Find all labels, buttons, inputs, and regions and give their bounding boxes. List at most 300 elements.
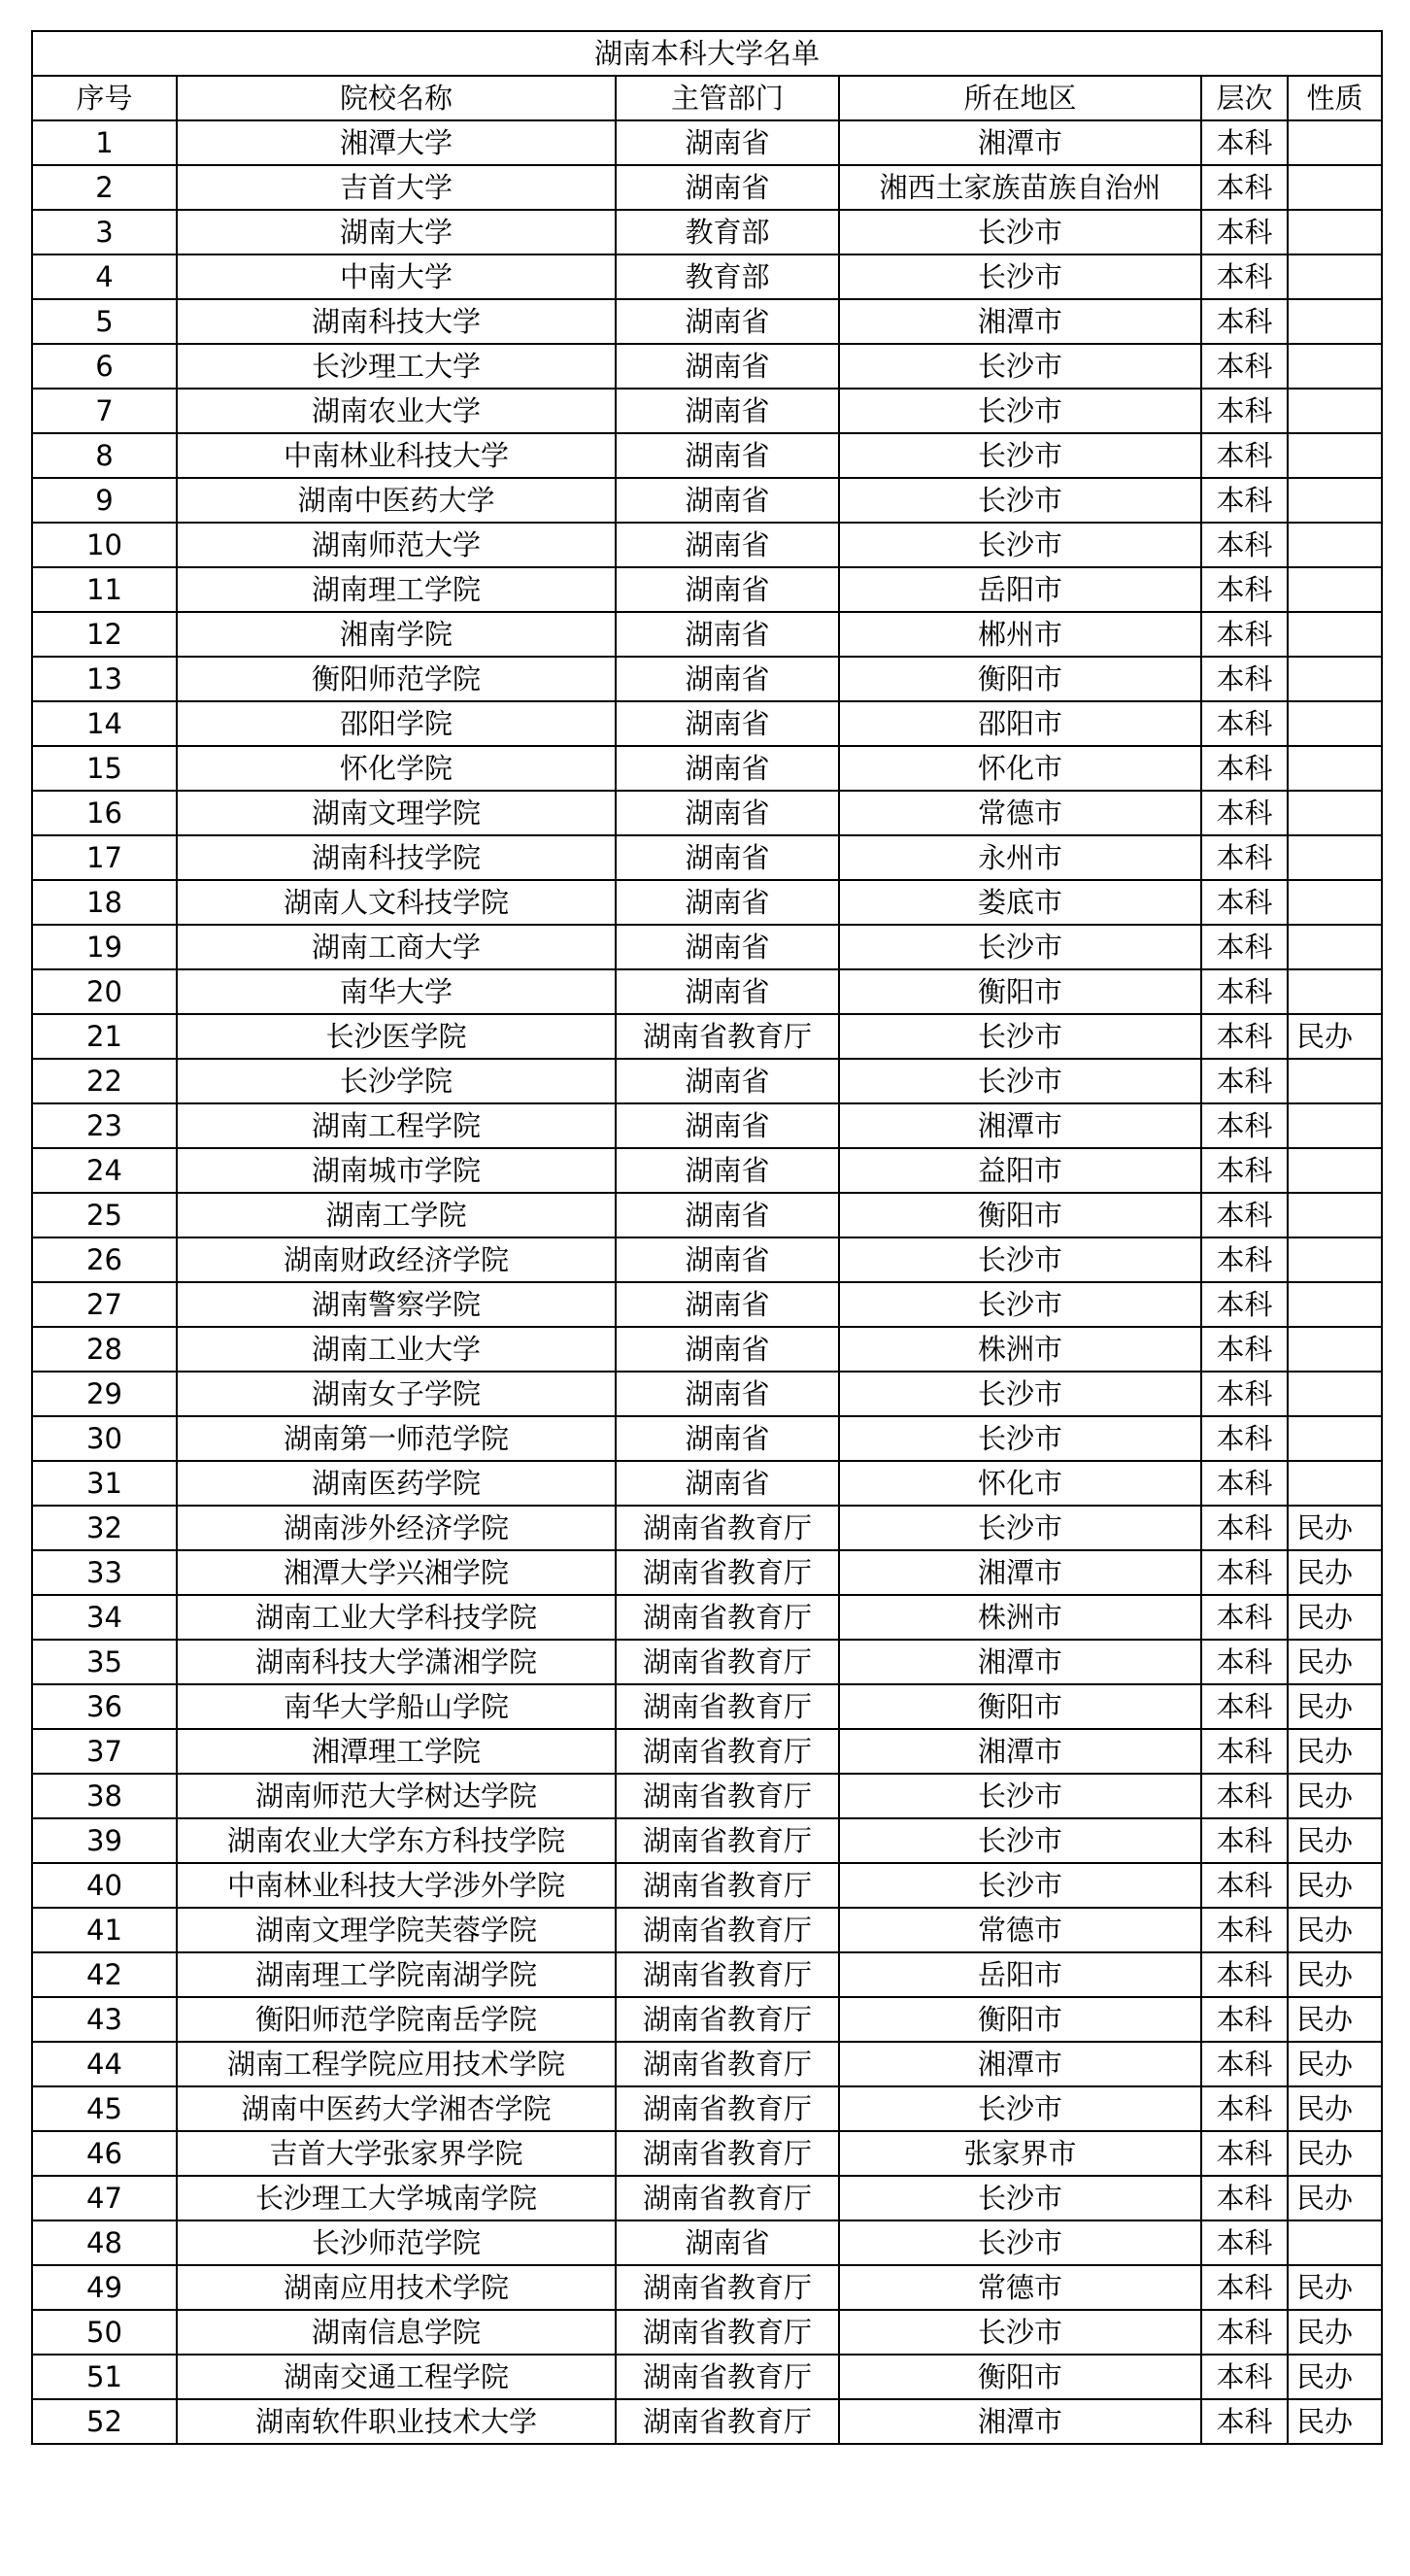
cell-authority: 湖南省教育厅 [616, 1595, 839, 1640]
cell-index: 47 [32, 2176, 177, 2220]
cell-name: 湖南工程学院应用技术学院 [177, 2042, 616, 2086]
cell-region: 衡阳市 [839, 969, 1201, 1014]
cell-index: 7 [32, 389, 177, 433]
table-row [32, 1863, 1382, 1908]
cell-authority: 湖南省 [616, 1103, 839, 1148]
cell-name: 湖南工业大学科技学院 [177, 1595, 616, 1640]
cell-region: 湘潭市 [839, 120, 1201, 165]
cell-index: 37 [32, 1729, 177, 1774]
cell-level: 本科 [1201, 1148, 1288, 1193]
cell-authority: 湖南省教育厅 [616, 2131, 839, 2176]
cell-region: 长沙市 [839, 1237, 1201, 1282]
cell-name: 湖南工商大学 [177, 925, 616, 969]
cell-level: 本科 [1201, 523, 1288, 567]
cell-region: 湘潭市 [839, 2042, 1201, 2086]
header-row [32, 76, 1382, 120]
cell-kind: 民办 [1288, 1952, 1382, 1997]
cell-authority: 湖南省 [616, 523, 839, 567]
cell-index: 40 [32, 1863, 177, 1908]
cell-region: 长沙市 [839, 523, 1201, 567]
cell-kind: 民办 [1288, 1774, 1382, 1818]
cell-region: 衡阳市 [839, 1997, 1201, 2042]
cell-kind [1288, 1103, 1382, 1148]
cell-authority: 湖南省 [616, 344, 839, 389]
cell-kind [1288, 657, 1382, 701]
cell-region: 湘潭市 [839, 2399, 1201, 2444]
cell-level: 本科 [1201, 1908, 1288, 1952]
cell-level: 本科 [1201, 1014, 1288, 1059]
table-row [32, 1729, 1382, 1774]
cell-index: 39 [32, 1818, 177, 1863]
cell-authority: 湖南省教育厅 [616, 1506, 839, 1550]
cell-index: 13 [32, 657, 177, 701]
cell-region: 永州市 [839, 835, 1201, 880]
table-row [32, 2265, 1382, 2310]
cell-authority: 湖南省 [616, 433, 839, 478]
cell-index: 27 [32, 1282, 177, 1327]
cell-level: 本科 [1201, 1461, 1288, 1506]
table-row [32, 1997, 1382, 2042]
cell-kind [1288, 612, 1382, 657]
cell-authority: 湖南省教育厅 [616, 1640, 839, 1684]
cell-region: 长沙市 [839, 344, 1201, 389]
cell-index: 22 [32, 1059, 177, 1103]
cell-region: 邵阳市 [839, 701, 1201, 746]
table-row [32, 389, 1382, 433]
cell-level: 本科 [1201, 1640, 1288, 1684]
cell-kind: 民办 [1288, 2399, 1382, 2444]
cell-authority: 湖南省 [616, 478, 839, 523]
table-row [32, 2310, 1382, 2355]
cell-name: 湘潭大学兴湘学院 [177, 1550, 616, 1595]
cell-index: 38 [32, 1774, 177, 1818]
cell-name: 湘南学院 [177, 612, 616, 657]
table-row [32, 478, 1382, 523]
table-row [32, 1237, 1382, 1282]
cell-index: 43 [32, 1997, 177, 2042]
cell-level: 本科 [1201, 2310, 1288, 2355]
cell-kind [1288, 389, 1382, 433]
cell-kind [1288, 344, 1382, 389]
cell-region: 益阳市 [839, 1148, 1201, 1193]
table-row [32, 2131, 1382, 2176]
header-cell-region: 所在地区 [839, 76, 1201, 120]
cell-region: 张家界市 [839, 2131, 1201, 2176]
cell-region: 株洲市 [839, 1327, 1201, 1372]
cell-authority: 湖南省教育厅 [616, 1908, 839, 1952]
cell-region: 长沙市 [839, 1372, 1201, 1416]
table-row [32, 165, 1382, 210]
cell-level: 本科 [1201, 1237, 1288, 1282]
cell-level: 本科 [1201, 2176, 1288, 2220]
cell-kind [1288, 210, 1382, 254]
cell-index: 46 [32, 2131, 177, 2176]
cell-level: 本科 [1201, 254, 1288, 299]
table-row [32, 567, 1382, 612]
cell-kind: 民办 [1288, 1729, 1382, 1774]
table-row [32, 880, 1382, 925]
cell-level: 本科 [1201, 389, 1288, 433]
cell-index: 36 [32, 1684, 177, 1729]
cell-level: 本科 [1201, 1416, 1288, 1461]
cell-index: 48 [32, 2220, 177, 2265]
cell-authority: 湖南省教育厅 [616, 2176, 839, 2220]
cell-region: 长沙市 [839, 1863, 1201, 1908]
cell-kind [1288, 1059, 1382, 1103]
cell-level: 本科 [1201, 1193, 1288, 1237]
cell-name: 湖南第一师范学院 [177, 1416, 616, 1461]
cell-index: 49 [32, 2265, 177, 2310]
cell-level: 本科 [1201, 2220, 1288, 2265]
cell-authority: 湖南省 [616, 969, 839, 1014]
cell-authority: 湖南省 [616, 2220, 839, 2265]
cell-authority: 湖南省 [616, 567, 839, 612]
cell-index: 45 [32, 2086, 177, 2131]
cell-level: 本科 [1201, 925, 1288, 969]
cell-index: 42 [32, 1952, 177, 1997]
table-row [32, 1595, 1382, 1640]
cell-name: 湖南城市学院 [177, 1148, 616, 1193]
cell-name: 湖南工程学院 [177, 1103, 616, 1148]
cell-authority: 湖南省 [616, 165, 839, 210]
cell-name: 湖南文理学院 [177, 791, 616, 835]
cell-kind: 民办 [1288, 2131, 1382, 2176]
cell-level: 本科 [1201, 1818, 1288, 1863]
cell-region: 岳阳市 [839, 567, 1201, 612]
table-row [32, 835, 1382, 880]
cell-kind [1288, 925, 1382, 969]
cell-name: 湖南科技学院 [177, 835, 616, 880]
cell-name: 长沙医学院 [177, 1014, 616, 1059]
cell-name: 湖南应用技术学院 [177, 2265, 616, 2310]
cell-name: 长沙学院 [177, 1059, 616, 1103]
table-row [32, 344, 1382, 389]
cell-kind [1288, 1461, 1382, 1506]
cell-index: 34 [32, 1595, 177, 1640]
table-row [32, 1327, 1382, 1372]
cell-kind: 民办 [1288, 1684, 1382, 1729]
cell-level: 本科 [1201, 1103, 1288, 1148]
cell-name: 湖南软件职业技术大学 [177, 2399, 616, 2444]
cell-index: 5 [32, 299, 177, 344]
cell-level: 本科 [1201, 835, 1288, 880]
cell-level: 本科 [1201, 210, 1288, 254]
cell-kind [1288, 1327, 1382, 1372]
table-row [32, 1818, 1382, 1863]
cell-name: 湖南警察学院 [177, 1282, 616, 1327]
cell-region: 长沙市 [839, 1818, 1201, 1863]
table-row [32, 1640, 1382, 1684]
cell-level: 本科 [1201, 2042, 1288, 2086]
cell-region: 衡阳市 [839, 2355, 1201, 2399]
table-row [32, 2220, 1382, 2265]
cell-level: 本科 [1201, 1863, 1288, 1908]
cell-authority: 教育部 [616, 254, 839, 299]
table-row [32, 969, 1382, 1014]
university-list-table [31, 30, 1383, 2445]
cell-kind [1288, 567, 1382, 612]
cell-region: 长沙市 [839, 478, 1201, 523]
cell-level: 本科 [1201, 1774, 1288, 1818]
cell-region: 株洲市 [839, 1595, 1201, 1640]
cell-region: 怀化市 [839, 746, 1201, 791]
cell-region: 长沙市 [839, 1416, 1201, 1461]
table-row [32, 433, 1382, 478]
cell-region: 衡阳市 [839, 657, 1201, 701]
cell-authority: 湖南省 [616, 1148, 839, 1193]
cell-kind: 民办 [1288, 1595, 1382, 1640]
cell-region: 长沙市 [839, 1506, 1201, 1550]
cell-level: 本科 [1201, 1997, 1288, 2042]
cell-authority: 湖南省 [616, 120, 839, 165]
cell-index: 29 [32, 1372, 177, 1416]
header-cell-name: 院校名称 [177, 76, 616, 120]
cell-level: 本科 [1201, 746, 1288, 791]
cell-kind [1288, 1193, 1382, 1237]
cell-authority: 湖南省教育厅 [616, 1952, 839, 1997]
table-row [32, 254, 1382, 299]
cell-kind [1288, 701, 1382, 746]
cell-level: 本科 [1201, 2131, 1288, 2176]
cell-kind: 民办 [1288, 2086, 1382, 2131]
cell-kind [1288, 1148, 1382, 1193]
cell-level: 本科 [1201, 612, 1288, 657]
cell-name: 湖南涉外经济学院 [177, 1506, 616, 1550]
cell-index: 10 [32, 523, 177, 567]
table-row [32, 1952, 1382, 1997]
cell-level: 本科 [1201, 1282, 1288, 1327]
cell-index: 21 [32, 1014, 177, 1059]
cell-region: 长沙市 [839, 925, 1201, 969]
cell-index: 4 [32, 254, 177, 299]
cell-name: 湘潭理工学院 [177, 1729, 616, 1774]
cell-index: 23 [32, 1103, 177, 1148]
cell-kind: 民办 [1288, 1506, 1382, 1550]
table-row [32, 120, 1382, 165]
header-cell-level: 层次 [1201, 76, 1288, 120]
title-row [32, 31, 1382, 76]
table-row [32, 1103, 1382, 1148]
cell-name: 长沙师范学院 [177, 2220, 616, 2265]
cell-region: 湘潭市 [839, 1550, 1201, 1595]
cell-region: 长沙市 [839, 2220, 1201, 2265]
cell-authority: 湖南省 [616, 1327, 839, 1372]
cell-name: 湖南交通工程学院 [177, 2355, 616, 2399]
cell-level: 本科 [1201, 567, 1288, 612]
cell-region: 衡阳市 [839, 1684, 1201, 1729]
cell-name: 南华大学船山学院 [177, 1684, 616, 1729]
table-title: 湖南本科大学名单 [32, 31, 1382, 76]
cell-authority: 湖南省教育厅 [616, 1863, 839, 1908]
cell-region: 长沙市 [839, 1014, 1201, 1059]
cell-kind [1288, 1237, 1382, 1282]
cell-name: 湖南文理学院芙蓉学院 [177, 1908, 616, 1952]
table-row [32, 1372, 1382, 1416]
cell-index: 3 [32, 210, 177, 254]
cell-level: 本科 [1201, 791, 1288, 835]
cell-region: 常德市 [839, 1908, 1201, 1952]
table-row [32, 2399, 1382, 2444]
cell-level: 本科 [1201, 120, 1288, 165]
cell-kind: 民办 [1288, 1818, 1382, 1863]
cell-kind: 民办 [1288, 2176, 1382, 2220]
table-row [32, 1416, 1382, 1461]
cell-name: 湖南中医药大学湘杏学院 [177, 2086, 616, 2131]
cell-level: 本科 [1201, 2399, 1288, 2444]
cell-level: 本科 [1201, 969, 1288, 1014]
cell-index: 51 [32, 2355, 177, 2399]
cell-region: 长沙市 [839, 2310, 1201, 2355]
cell-authority: 湖南省 [616, 880, 839, 925]
cell-authority: 湖南省教育厅 [616, 2310, 839, 2355]
cell-region: 郴州市 [839, 612, 1201, 657]
table-row [32, 1908, 1382, 1952]
cell-index: 20 [32, 969, 177, 1014]
cell-index: 8 [32, 433, 177, 478]
cell-authority: 湖南省教育厅 [616, 2086, 839, 2131]
cell-region: 湘潭市 [839, 1729, 1201, 1774]
cell-name: 湖南师范大学树达学院 [177, 1774, 616, 1818]
cell-index: 2 [32, 165, 177, 210]
cell-index: 19 [32, 925, 177, 969]
cell-level: 本科 [1201, 1506, 1288, 1550]
cell-name: 邵阳学院 [177, 701, 616, 746]
cell-level: 本科 [1201, 344, 1288, 389]
cell-region: 长沙市 [839, 1282, 1201, 1327]
table-row [32, 701, 1382, 746]
cell-name: 南华大学 [177, 969, 616, 1014]
table-row [32, 1193, 1382, 1237]
cell-index: 15 [32, 746, 177, 791]
cell-region: 长沙市 [839, 254, 1201, 299]
cell-region: 湘潭市 [839, 1103, 1201, 1148]
cell-kind [1288, 523, 1382, 567]
table-row [32, 1059, 1382, 1103]
cell-authority: 湖南省教育厅 [616, 2399, 839, 2444]
cell-name: 湖南人文科技学院 [177, 880, 616, 925]
cell-region: 长沙市 [839, 1059, 1201, 1103]
cell-authority: 教育部 [616, 210, 839, 254]
cell-name: 湖南理工学院南湖学院 [177, 1952, 616, 1997]
cell-index: 11 [32, 567, 177, 612]
cell-index: 12 [32, 612, 177, 657]
cell-index: 31 [32, 1461, 177, 1506]
cell-name: 长沙理工大学城南学院 [177, 2176, 616, 2220]
cell-kind [1288, 254, 1382, 299]
cell-name: 衡阳师范学院南岳学院 [177, 1997, 616, 2042]
cell-name: 衡阳师范学院 [177, 657, 616, 701]
header-cell-index: 序号 [32, 76, 177, 120]
cell-kind [1288, 165, 1382, 210]
cell-index: 25 [32, 1193, 177, 1237]
cell-kind: 民办 [1288, 1640, 1382, 1684]
cell-index: 18 [32, 880, 177, 925]
cell-level: 本科 [1201, 2265, 1288, 2310]
cell-index: 30 [32, 1416, 177, 1461]
cell-name: 长沙理工大学 [177, 344, 616, 389]
cell-level: 本科 [1201, 657, 1288, 701]
cell-name: 湖南大学 [177, 210, 616, 254]
cell-region: 湘西土家族苗族自治州 [839, 165, 1201, 210]
cell-index: 41 [32, 1908, 177, 1952]
cell-region: 湘潭市 [839, 1640, 1201, 1684]
cell-name: 湖南医药学院 [177, 1461, 616, 1506]
cell-authority: 湖南省教育厅 [616, 2265, 839, 2310]
cell-level: 本科 [1201, 1952, 1288, 1997]
cell-region: 长沙市 [839, 2086, 1201, 2131]
cell-kind: 民办 [1288, 2042, 1382, 2086]
cell-index: 24 [32, 1148, 177, 1193]
cell-level: 本科 [1201, 299, 1288, 344]
table-row [32, 1014, 1382, 1059]
cell-name: 吉首大学 [177, 165, 616, 210]
cell-authority: 湖南省 [616, 791, 839, 835]
cell-name: 湖南工业大学 [177, 1327, 616, 1372]
cell-name: 中南林业科技大学涉外学院 [177, 1863, 616, 1908]
table-row [32, 1684, 1382, 1729]
cell-authority: 湖南省 [616, 925, 839, 969]
cell-region: 长沙市 [839, 210, 1201, 254]
table-row [32, 1461, 1382, 1506]
cell-region: 常德市 [839, 791, 1201, 835]
table-row [32, 1506, 1382, 1550]
cell-kind: 民办 [1288, 2310, 1382, 2355]
cell-authority: 湖南省教育厅 [616, 1997, 839, 2042]
cell-level: 本科 [1201, 1327, 1288, 1372]
cell-kind [1288, 120, 1382, 165]
cell-region: 长沙市 [839, 433, 1201, 478]
table-row [32, 2086, 1382, 2131]
cell-index: 50 [32, 2310, 177, 2355]
table-row [32, 2355, 1382, 2399]
cell-name: 湖南女子学院 [177, 1372, 616, 1416]
cell-authority: 湖南省教育厅 [616, 1684, 839, 1729]
cell-authority: 湖南省 [616, 1461, 839, 1506]
cell-authority: 湖南省 [616, 657, 839, 701]
cell-region: 衡阳市 [839, 1193, 1201, 1237]
cell-index: 32 [32, 1506, 177, 1550]
header-cell-kind: 性质 [1288, 76, 1382, 120]
cell-kind: 民办 [1288, 2355, 1382, 2399]
table-row [32, 1550, 1382, 1595]
cell-index: 1 [32, 120, 177, 165]
table-row [32, 657, 1382, 701]
cell-authority: 湖南省 [616, 299, 839, 344]
cell-kind [1288, 299, 1382, 344]
cell-kind: 民办 [1288, 1908, 1382, 1952]
cell-index: 16 [32, 791, 177, 835]
cell-kind: 民办 [1288, 2265, 1382, 2310]
cell-index: 26 [32, 1237, 177, 1282]
cell-region: 长沙市 [839, 389, 1201, 433]
cell-authority: 湖南省 [616, 1372, 839, 1416]
cell-kind [1288, 880, 1382, 925]
cell-name: 湖南理工学院 [177, 567, 616, 612]
cell-authority: 湖南省 [616, 701, 839, 746]
cell-name: 中南大学 [177, 254, 616, 299]
cell-level: 本科 [1201, 433, 1288, 478]
header-cell-authority: 主管部门 [616, 76, 839, 120]
cell-authority: 湖南省 [616, 746, 839, 791]
cell-level: 本科 [1201, 1372, 1288, 1416]
table-row [32, 1774, 1382, 1818]
cell-authority: 湖南省教育厅 [616, 2355, 839, 2399]
table-row [32, 791, 1382, 835]
cell-kind [1288, 835, 1382, 880]
cell-region: 怀化市 [839, 1461, 1201, 1506]
cell-index: 17 [32, 835, 177, 880]
table-row [32, 1148, 1382, 1193]
